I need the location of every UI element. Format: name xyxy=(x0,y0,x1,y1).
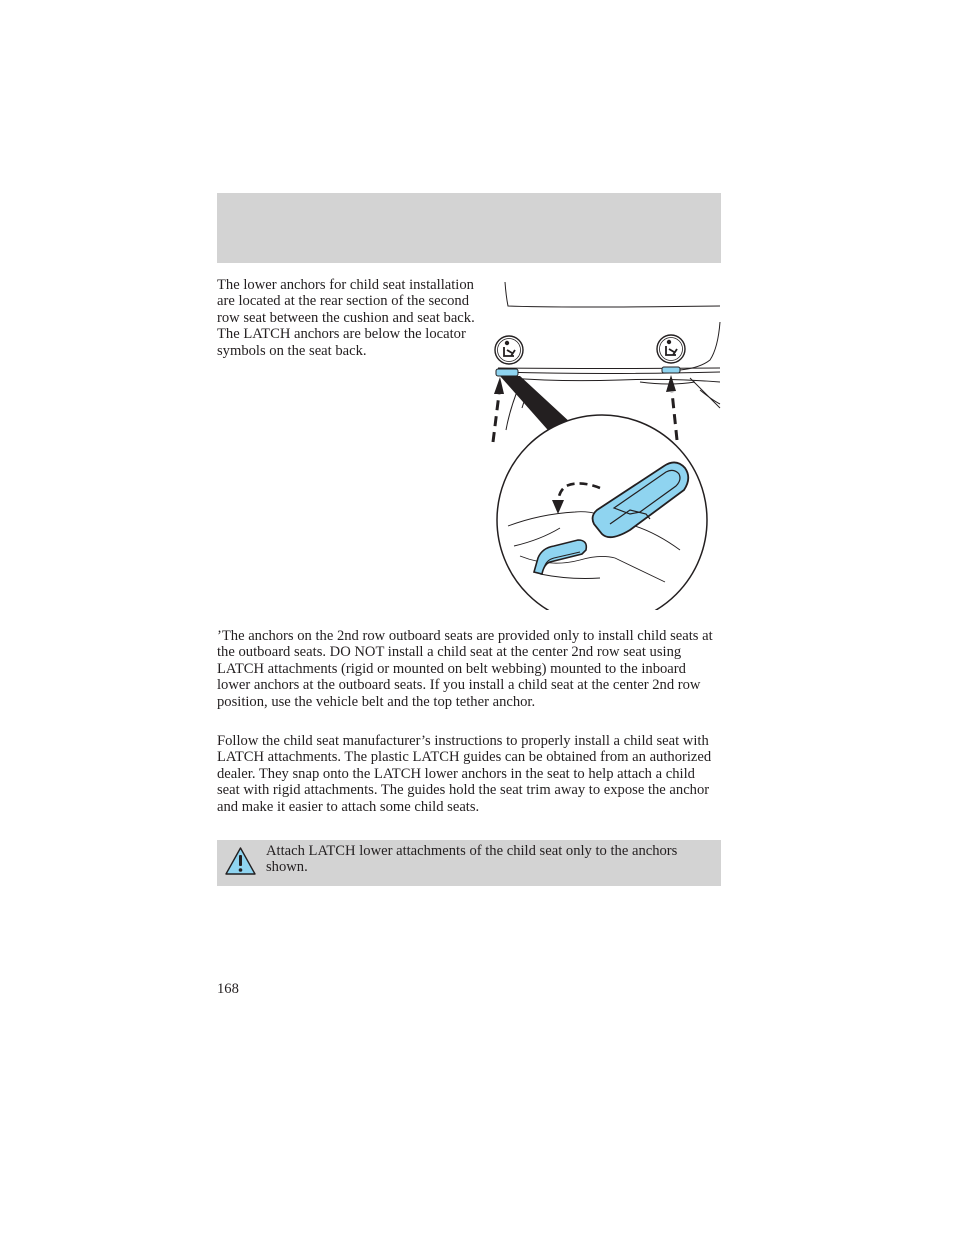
page-number: 168 xyxy=(217,981,239,997)
latch-anchor-illustration xyxy=(480,278,722,610)
warning-triangle-icon xyxy=(224,845,257,877)
section-header-bar xyxy=(217,193,721,263)
child-seat-locator-icon-left xyxy=(495,336,523,364)
warning-box xyxy=(217,840,721,886)
intro-paragraph: The lower anchors for child seat installation are located at the rear section of the second row seat between the cushion and seat back. The LATCH anchors are below the locator symbols on the seat back. xyxy=(217,277,475,359)
latch-guides-paragraph: Follow the child seat manufacturer’s instructions to properly install a child seat with LATCH attachments. The plastic LATCH guides can be obtained from an authorized dealer. They snap onto the LATCH lower anchors in the seat to help attach a child seat with rigid attachments. The guides hold the seat trim away to expose the anchor and make it easier to attach some child seats. xyxy=(217,733,712,815)
warning-text: Attach LATCH lower attachments of the child seat only to the anchors shown. xyxy=(266,843,678,876)
outboard-anchors-paragraph: ’The anchors on the 2nd row outboard seats are provided only to install child seats at the outboard seats. DO NOT install a child seat at the center 2nd row seat using LATCH attachments (rigid or mounted on belt webbing) mounted to the inboard lower anchors at the outboard seats. If you install a child seat at the center 2nd row position, use the vehicle belt and the top tether anchor. xyxy=(217,628,713,710)
child-seat-locator-icon-right xyxy=(657,335,685,363)
